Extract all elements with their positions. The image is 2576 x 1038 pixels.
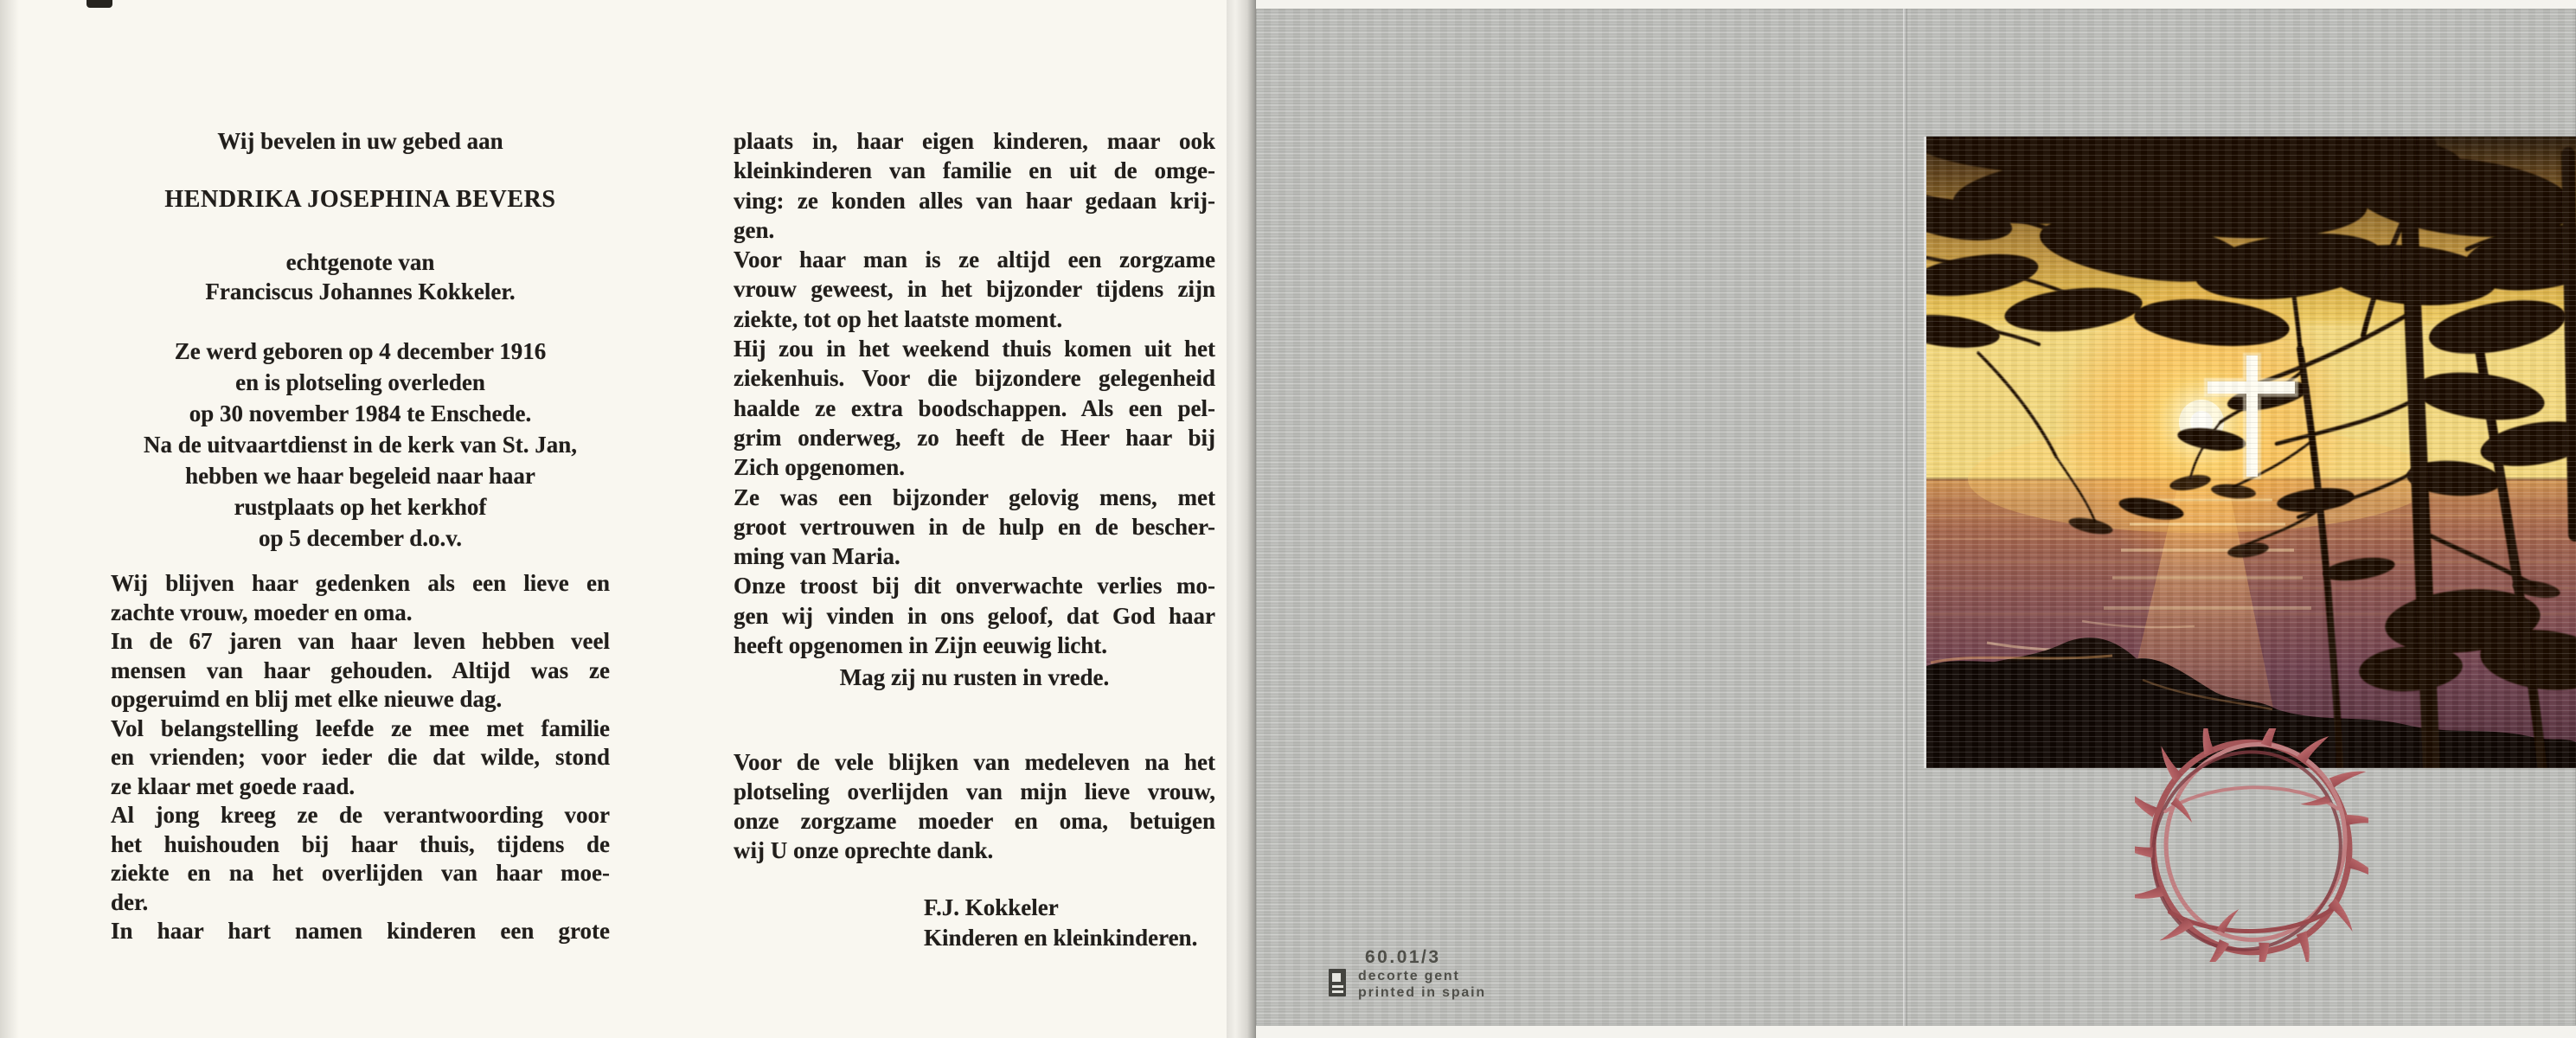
text-line: en vrienden; voor ieder die dat wilde, stond	[111, 744, 610, 770]
text-line: heeft opgenomen in Zijn eeuwig licht.	[734, 632, 1107, 659]
card-fold-line	[1903, 9, 1907, 1026]
text-line: ving: ze konden alles van haar gedaan krij-	[734, 187, 1215, 214]
text-line: haalde ze extra boodschappen. Als een pel-	[734, 394, 1215, 421]
text-line: ziekte, tot op het laatste moment.	[734, 305, 1063, 332]
text-line: Onze troost bij dit onverwachte verlies mo-	[734, 573, 1215, 599]
text-line: Ze werd geboren op 4 december 1916	[174, 338, 547, 364]
text-line: plaats in, haar eigen kinderen, maar ook	[734, 128, 1215, 154]
text-line: kleinkinderen van familie en uit de omge-	[734, 157, 1215, 184]
crown-of-thorns-icon	[2135, 728, 2368, 962]
text-line: en is plotseling overleden	[235, 369, 485, 395]
text-line: In haar hart namen kinderen een grote	[111, 918, 610, 944]
text-line: Voor haar man is ze altijd een zorgzame	[734, 247, 1215, 273]
text-line: ziekte en na het overlijden van haar moe-	[111, 860, 610, 886]
text-line: het huishouden bij haar thuis, tijdens de	[111, 830, 610, 857]
rest-in-peace-line: Mag zij nu rusten in vrede.	[839, 664, 1110, 690]
life-dates-block	[111, 336, 610, 554]
text-line: Kinderen en kleinkinderen.	[924, 925, 1198, 951]
text-page	[0, 0, 1227, 1038]
text-line: onze zorgzame moeder en oma, betuigen	[734, 808, 1215, 834]
page-fold-gap	[1227, 0, 1256, 1038]
text-line: Al jong kreeg ze de verantwoording voor	[111, 802, 610, 828]
text-line: wij U onze oprechte dank.	[734, 837, 994, 863]
text-line: In de 67 jaren van haar leven hebben veel	[111, 628, 610, 654]
text-line: op 5 december d.o.v.	[259, 525, 462, 551]
text-line: Franciscus Johannes Kokkeler.	[205, 279, 516, 304]
text-line: vrouw geweest, in het bijzonder tijdens zijn	[734, 276, 1215, 303]
text-line: ziekenhuis. Voor die bijzondere gelegenheid	[734, 365, 1215, 392]
text-line: rustplaats op het kerkhof	[234, 494, 487, 520]
text-line: Ze was een bijzonder gelovig mens, met	[734, 484, 1215, 510]
text-line: der.	[111, 888, 149, 915]
signature-block	[734, 893, 1215, 953]
text-line: Wij blijven haar gedenken als een lieve en	[111, 570, 610, 596]
scan-artifact	[87, 0, 112, 8]
text-line: ze klaar met goede raad.	[111, 772, 356, 799]
cover-card	[1256, 9, 2576, 1026]
text-line: grim onderweg, zo heeft de Heer haar bij	[734, 424, 1215, 451]
text-line: mensen van haar gehouden. Altijd was ze	[111, 657, 610, 683]
text-line: hebben we haar begeleid naar haar	[185, 463, 535, 489]
text-line: ming van Maria.	[734, 543, 900, 570]
sunset-photo	[1926, 137, 2576, 768]
text-line: op 30 november 1984 te Enschede.	[189, 400, 532, 426]
thanks-block	[734, 747, 1215, 865]
text-line: echtgenote van	[285, 249, 435, 275]
text-line: Vol belangstelling leefde ze mee met familie	[111, 714, 610, 741]
memorial-text-block	[111, 569, 610, 946]
text-line: plotseling overlijden van mijn lieve vrouw,	[734, 778, 1215, 804]
text-line: opgeruimd en blij met elke nieuwe dag.	[111, 686, 503, 712]
text-line: gen.	[734, 216, 775, 243]
spouse-block	[111, 247, 610, 306]
print-code: 60.01/3	[1365, 947, 1441, 967]
printer-origin: printed in spain	[1358, 985, 1486, 1000]
sunset-photo-art	[1926, 137, 2576, 768]
intro-line: Wij bevelen in uw gebed aan	[217, 128, 503, 154]
deceased-name: HENDRIKA JOSEPHINA BEVERS	[164, 186, 556, 213]
memorial-text-continued	[734, 126, 1215, 660]
text-line: Voor de vele blijken van medeleven na het	[734, 749, 1215, 775]
text-line: Na de uitvaartdienst in de kerk van St. Jan,	[143, 432, 578, 458]
text-line: Hij zou in het weekend thuis komen uit het	[734, 336, 1215, 362]
text-line: Zich opgenomen.	[734, 454, 906, 481]
printer-name: decorte gent	[1358, 969, 1460, 984]
text-line: zachte vrouw, moeder en oma.	[111, 599, 413, 625]
text-line: F.J. Kokkeler	[924, 894, 1059, 920]
text-line: groot vertrouwen in de hulp en de bescher-	[734, 513, 1215, 540]
printer-logo-icon	[1329, 969, 1346, 996]
text-line: gen wij vinden in ons geloof, dat God haar	[734, 602, 1215, 629]
